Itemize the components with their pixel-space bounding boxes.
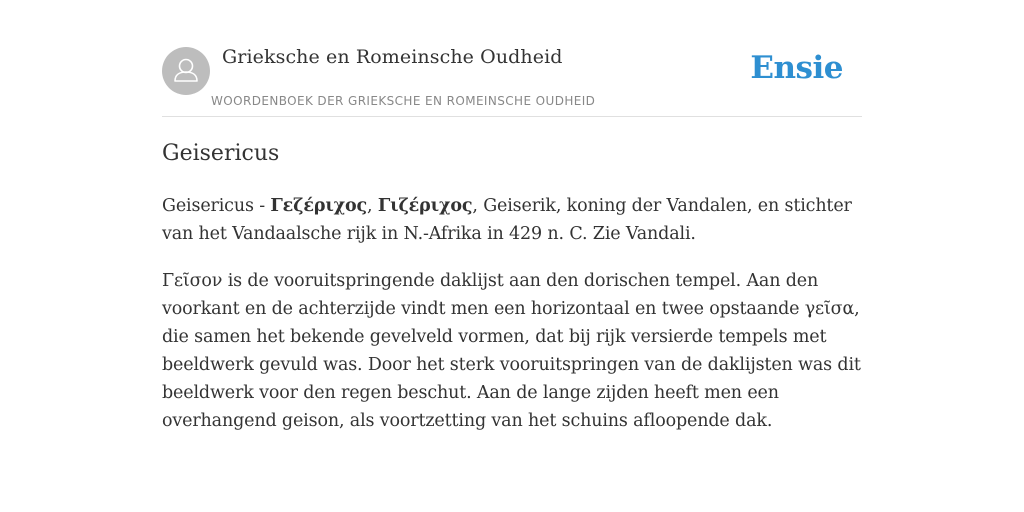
source-header [162, 44, 862, 117]
source-title[interactable]: Grieksche en Romeinsche Oudheid [222, 46, 563, 68]
user-avatar-icon[interactable] [162, 47, 210, 95]
greek-name-2: Γιζέριχος [377, 196, 473, 216]
paragraph-rest: , Geiserik, koning der Vandalen, en stichter van het Vandaalsche rijk in N.-Afrika in 429 n. C. Zie Vandali. [162, 196, 852, 244]
ensie-logo[interactable]: Ensie [750, 50, 843, 86]
paragraph-lead: Geisericus - [162, 196, 271, 216]
source-subtitle: WOORDENBOEK DER GRIEKSCHE EN ROMEINSCHE OUDHEID [211, 94, 596, 108]
entry-paragraph-1 [162, 192, 862, 248]
entry-paragraph-2: Γεῖσον is de vooruitspringende daklijst aan den dorischen tempel. Aan den voorkant en de achterzijde vindt men een horizontaal en twee opstaande γεῖσα, die samen het bekende gevelveld vormen, dat bij rijk versierde tempels met beeldwerk gevuld was. Door het sterk vooruitspringen van de daklijsten was dit beeldwerk voor den regen beschut. Aan de lange zijden heeft men een overhangend geison, als voortzetting van het schuins afloopende dak. [162, 271, 861, 431]
greek-name-1: Γεζέριχος [270, 196, 368, 216]
separator: , [367, 196, 378, 216]
entry-content [162, 138, 862, 435]
person-outline-icon [162, 47, 210, 95]
entry-title: Geisericus [162, 141, 280, 166]
